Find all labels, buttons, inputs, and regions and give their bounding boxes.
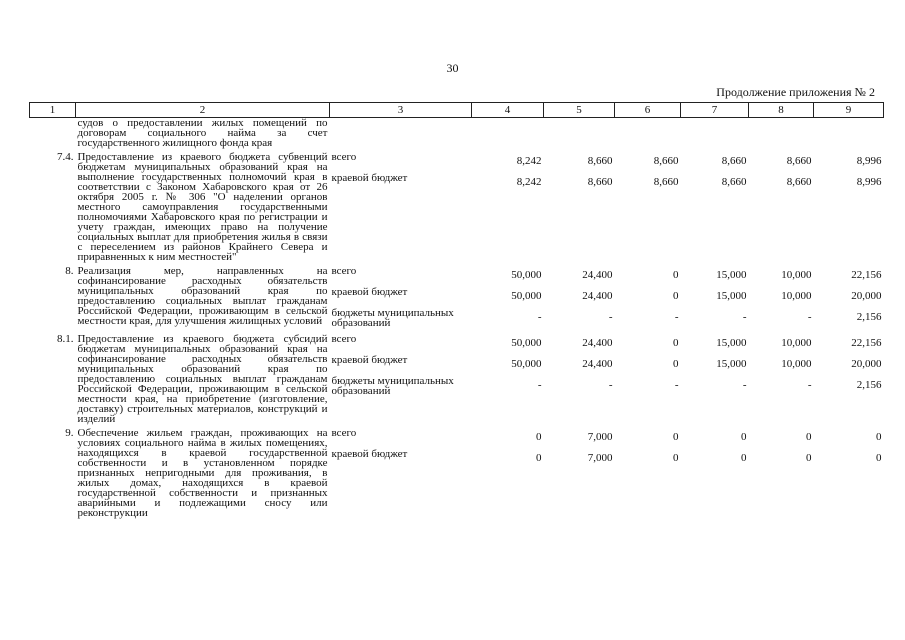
- amount-value: -: [674, 311, 679, 323]
- row-description: Реализация мер, направленных на софинансирование расходных обязательств муниципальных образований края по предоставлению социальных выплат гражданам Российской Федерации, проживающим в сельской местности края, для улучшения жилищных условий: [77, 265, 328, 327]
- amount-value: 50,000: [511, 290, 542, 302]
- amount-value: 0: [806, 452, 812, 464]
- amount-value: 8,660: [721, 155, 747, 167]
- spacer-cell: [30, 518, 884, 522]
- value-cell: [472, 152, 544, 262]
- amount-value: 0: [673, 431, 679, 443]
- table-row: [30, 118, 884, 149]
- value-cell: [749, 266, 814, 330]
- column-header: 9: [814, 103, 884, 118]
- value-cell: [814, 334, 884, 424]
- amount-value: 0: [536, 431, 542, 443]
- value-cell: [681, 334, 749, 424]
- value-cell: [681, 118, 749, 149]
- funding-source-label: краевой бюджет: [331, 286, 408, 298]
- value-cell: [544, 118, 615, 149]
- funding-source-label: краевой бюджет: [331, 354, 408, 366]
- amount-value: -: [608, 379, 613, 391]
- amount-value: 15,000: [716, 337, 747, 349]
- amount-value: -: [742, 379, 747, 391]
- amount-value: -: [537, 311, 542, 323]
- amount-value: 8,660: [587, 176, 613, 188]
- funding-source-cell: [330, 428, 472, 518]
- funding-source-label: бюджеты муниципальных образований: [331, 375, 454, 397]
- amount-value: 8,242: [516, 155, 542, 167]
- funding-source-label: всего: [331, 333, 357, 345]
- funding-source-cell: [330, 118, 472, 149]
- funding-source-label: всего: [331, 151, 357, 163]
- table-row: [30, 334, 884, 424]
- value-cell: [615, 152, 681, 262]
- amount-value: 8,660: [653, 176, 679, 188]
- value-cell: [615, 428, 681, 518]
- header-row: [30, 103, 884, 118]
- value-cell: [749, 152, 814, 262]
- value-cell: [472, 118, 544, 149]
- amount-value: 7,000: [587, 431, 613, 443]
- value-cell: [681, 266, 749, 330]
- row-number: 8.: [65, 265, 74, 277]
- funding-source-cell: [330, 334, 472, 424]
- value-cell: [544, 152, 615, 262]
- value-cell: [749, 334, 814, 424]
- value-cell: [472, 428, 544, 518]
- value-cell: [681, 428, 749, 518]
- amount-value: 0: [741, 452, 747, 464]
- value-cell: [681, 152, 749, 262]
- funding-source-label: бюджеты муниципальных образований: [331, 307, 454, 329]
- column-header: 8: [749, 103, 814, 118]
- page-number: 30: [446, 61, 459, 75]
- value-cell: [749, 118, 814, 149]
- table-row: [30, 152, 884, 262]
- amount-value: 0: [876, 452, 882, 464]
- amount-value: -: [742, 311, 747, 323]
- amount-value: 15,000: [716, 269, 747, 281]
- amount-value: 0: [673, 290, 679, 302]
- funding-source-label: всего: [331, 427, 357, 439]
- amount-value: 24,400: [582, 337, 613, 349]
- amount-value: 0: [876, 431, 882, 443]
- amount-value: 8,660: [721, 176, 747, 188]
- amount-value: 15,000: [716, 358, 747, 370]
- row-number: 9.: [65, 427, 74, 439]
- amount-value: 10,000: [781, 269, 812, 281]
- funding-source-label: краевой бюджет: [331, 172, 408, 184]
- amount-value: 20,000: [851, 290, 882, 302]
- column-header: 2: [76, 103, 330, 118]
- amount-value: 10,000: [781, 290, 812, 302]
- amount-value: 7,000: [587, 452, 613, 464]
- continuation-label: Продолжение приложения № 2: [716, 85, 875, 99]
- amount-value: 50,000: [511, 358, 542, 370]
- value-cell: [544, 428, 615, 518]
- amount-value: 15,000: [716, 290, 747, 302]
- amount-value: 8,660: [587, 155, 613, 167]
- table-body: [30, 118, 884, 523]
- column-header: 1: [30, 103, 76, 118]
- amount-value: 22,156: [851, 269, 882, 281]
- amount-value: 0: [741, 431, 747, 443]
- amount-value: -: [807, 311, 812, 323]
- amount-value: -: [537, 379, 542, 391]
- value-cell: [472, 334, 544, 424]
- amount-value: 0: [673, 452, 679, 464]
- row-description: Предоставление из краевого бюджета субвенций бюджетам муниципальных образований края на выполнение государственных полномочий края в соответствии с Законом Хабаровского края от 26 октября 2005 г. № 306 "О наделении органов местного самоуправления государственными полномочиями Хабаровского края по регистрации и учету граждан, имеющих право на получение социальных выплат для приобретения жилья в связи с переселением из районов Крайнего Севера и приравненных к ним местностей": [77, 151, 328, 263]
- value-cell: [472, 266, 544, 330]
- amount-value: 8,660: [786, 176, 812, 188]
- amount-value: 10,000: [781, 358, 812, 370]
- amount-value: 2,156: [856, 379, 882, 391]
- amount-value: -: [807, 379, 812, 391]
- amount-value: 8,660: [786, 155, 812, 167]
- funding-source-label: краевой бюджет: [331, 448, 408, 460]
- amount-value: 50,000: [511, 269, 542, 281]
- amount-value: 22,156: [851, 337, 882, 349]
- amount-value: 0: [673, 337, 679, 349]
- value-cell: [544, 266, 615, 330]
- amount-value: -: [674, 379, 679, 391]
- table-header: [30, 103, 884, 118]
- amount-value: 0: [806, 431, 812, 443]
- column-header: 7: [681, 103, 749, 118]
- value-cell: [814, 428, 884, 518]
- value-cell: [544, 334, 615, 424]
- amount-value: 10,000: [781, 337, 812, 349]
- column-header: 6: [615, 103, 681, 118]
- amount-value: 8,996: [856, 155, 882, 167]
- funding-source-cell: [330, 266, 472, 330]
- column-header: 3: [330, 103, 472, 118]
- amount-value: 2,156: [856, 311, 882, 323]
- amount-value: 24,400: [582, 358, 613, 370]
- amount-value: 8,996: [856, 176, 882, 188]
- value-cell: [814, 152, 884, 262]
- row-description: судов о предоставлении жилых помещений по договорам социального найма за счет государственного жилищного фонда края: [77, 117, 328, 149]
- amount-value: 24,400: [582, 269, 613, 281]
- row-description: Предоставление из краевого бюджета субсидий бюджетам муниципальных образований края на софинансирование расходных обязательств муниципальных образований края по предоставлению социальных выплат гражданам Российской Федерации, проживающим в сельской местности края, на приобретение (изготовление, доставку) строительных материалов, конструкций и изделий: [77, 333, 328, 425]
- funding-source-cell: [330, 152, 472, 262]
- value-cell: [615, 334, 681, 424]
- row-number: 8.1.: [57, 333, 74, 345]
- budget-table: [29, 102, 884, 522]
- amount-value: 24,400: [582, 290, 613, 302]
- table-row: [30, 428, 884, 518]
- amount-value: 50,000: [511, 337, 542, 349]
- value-cell: [615, 266, 681, 330]
- row-spacer: [30, 518, 884, 522]
- amount-value: 8,660: [653, 155, 679, 167]
- amount-value: 20,000: [851, 358, 882, 370]
- row-number: 7.4.: [57, 151, 74, 163]
- funding-source-label: всего: [331, 265, 357, 277]
- value-cell: [814, 266, 884, 330]
- amount-value: 0: [536, 452, 542, 464]
- row-description: Обеспечение жильем граждан, проживающих на условиях социального найма в жилых помещениях, находящихся в краевой государственной собственности и в установленном порядке признанных непригодными для проживания, в жилых домах, находящихся в краевой государственной собственности и признанных аварийными и подлежащими сносу или реконструкции: [77, 427, 328, 519]
- value-cell: [814, 118, 884, 149]
- amount-value: 8,242: [516, 176, 542, 188]
- amount-value: 0: [673, 358, 679, 370]
- column-header: 5: [544, 103, 615, 118]
- table-row: [30, 266, 884, 330]
- amount-value: -: [608, 311, 613, 323]
- column-header: 4: [472, 103, 544, 118]
- value-cell: [749, 428, 814, 518]
- row-number: [30, 118, 76, 149]
- value-cell: [615, 118, 681, 149]
- amount-value: 0: [673, 269, 679, 281]
